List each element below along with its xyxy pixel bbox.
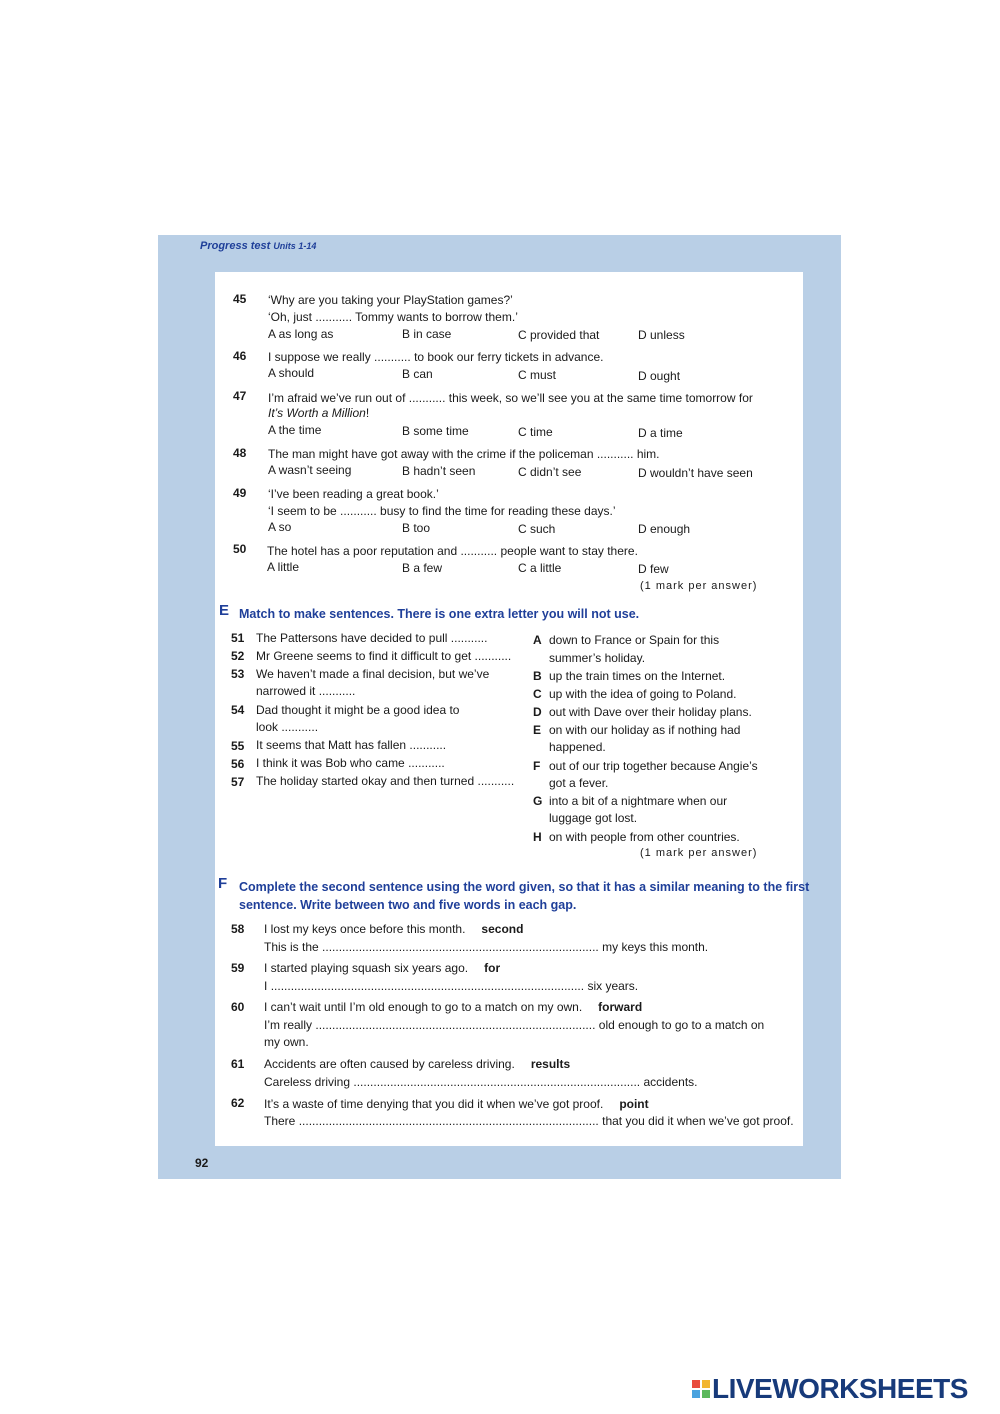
question-text: The man might have got away with the crime if the policeman ........... him. xyxy=(268,447,660,461)
line-start: Careless driving xyxy=(264,1075,351,1089)
section-f-title: sentence. Write between two and five words in each gap. xyxy=(239,898,577,912)
question-number: 50 xyxy=(233,542,247,556)
sentence: Accidents are often caused by careless driving. xyxy=(264,1057,515,1071)
punctuation: ! xyxy=(365,406,370,420)
logo-blocks-icon xyxy=(692,1380,710,1398)
match-option-text: out with Dave over their holiday plans. xyxy=(549,705,752,719)
answer-option[interactable]: A wasn’t seeing xyxy=(268,463,352,477)
section-e-title: Match to make sentences. There is one extra letter you will not use. xyxy=(239,607,640,621)
match-option-text: up with the idea of going to Poland. xyxy=(549,687,737,701)
answer-gap[interactable]: .......................................................................................... xyxy=(298,1114,599,1128)
match-option-text: got a fever. xyxy=(549,776,609,790)
match-item-text: look ........... xyxy=(256,720,319,734)
line-start: There xyxy=(264,1114,296,1128)
question-number: 60 xyxy=(231,1000,245,1014)
answer-option[interactable]: B can xyxy=(402,367,433,381)
match-option-text: happened. xyxy=(549,740,606,754)
match-item-text: Mr Greene seems to find it difficult to get ........... xyxy=(256,649,512,663)
match-item-text: The holiday started okay and then turned ........... xyxy=(256,774,515,788)
header-title: Progress test xyxy=(200,240,271,252)
match-option-letter: D xyxy=(533,705,542,719)
keyword: for xyxy=(484,961,501,975)
rewrite-line xyxy=(264,939,708,956)
rewrite-line xyxy=(264,1017,764,1034)
keyword: results xyxy=(530,1057,571,1071)
question-number: 62 xyxy=(231,1096,245,1110)
answer-option[interactable]: C time xyxy=(518,425,553,439)
match-item-number: 52 xyxy=(231,649,245,663)
line-end: accidents. xyxy=(643,1075,698,1089)
answer-option[interactable]: C such xyxy=(518,522,556,536)
question-text xyxy=(264,921,523,938)
line-start: I’m really xyxy=(264,1018,313,1032)
keyword: forward xyxy=(598,1000,643,1014)
keyword: point xyxy=(619,1097,649,1111)
match-item-number: 54 xyxy=(231,703,245,717)
liveworksheets-logo xyxy=(692,1375,968,1403)
sentence: It’s a waste of time denying that you did it when we’ve got proof. xyxy=(264,1097,604,1111)
match-option-text: into a bit of a nightmare when our xyxy=(549,794,728,808)
match-option-letter: B xyxy=(533,669,542,683)
match-item-number: 57 xyxy=(231,775,245,789)
match-item-text: I think it was Bob who came ........... xyxy=(256,756,445,770)
match-item-number: 51 xyxy=(231,631,245,645)
answer-option[interactable]: B hadn’t seen xyxy=(402,464,476,478)
answer-option[interactable]: A as long as xyxy=(268,327,334,341)
match-item-number: 53 xyxy=(231,667,245,681)
mark-note: (1 mark per answer) xyxy=(640,580,758,592)
question-number: 58 xyxy=(231,922,245,936)
rewrite-line xyxy=(264,1113,794,1130)
question-number: 49 xyxy=(233,486,247,500)
section-f-title: Complete the second sentence using the word given, so that it has a similar meaning to the first xyxy=(239,880,810,894)
rewrite-line-continued: my own. xyxy=(264,1035,309,1049)
answer-option[interactable]: B too xyxy=(402,521,431,535)
question-number: 59 xyxy=(231,961,245,975)
answer-option[interactable]: A the time xyxy=(268,423,322,437)
answer-option[interactable]: D few xyxy=(638,562,669,576)
sentence: I started playing squash six years ago. xyxy=(264,961,469,975)
match-option-letter: G xyxy=(533,794,543,808)
question-text: I’m afraid we’ve run out of ........... this week, so we’ll see you at the same time tomorrow for xyxy=(268,391,753,405)
section-e-letter: E xyxy=(219,602,230,619)
question-text: ‘I seem to be ........... busy to find the time for reading these days.’ xyxy=(268,504,616,518)
answer-option[interactable]: C didn’t see xyxy=(518,465,582,479)
answer-option[interactable]: A little xyxy=(267,560,300,574)
match-option-letter: H xyxy=(533,830,542,844)
match-option-letter: E xyxy=(533,723,542,737)
sentence: I lost my keys once before this month. xyxy=(264,922,466,936)
match-item-text: The Pattersons have decided to pull ........... xyxy=(256,631,488,645)
question-number: 61 xyxy=(231,1057,245,1071)
answer-gap[interactable]: .................................................................................... xyxy=(315,1018,596,1032)
line-end: old enough to go to a match on xyxy=(598,1018,765,1032)
page-number: 92 xyxy=(195,1156,209,1170)
answer-option[interactable]: B a few xyxy=(402,561,443,575)
match-item-text: narrowed it ........... xyxy=(256,684,356,698)
answer-option[interactable]: D ought xyxy=(638,369,681,383)
question-number: 47 xyxy=(233,389,247,403)
answer-option[interactable]: D a time xyxy=(638,426,683,440)
match-item-text: It seems that Matt has fallen ........... xyxy=(256,738,447,752)
sentence: I can’t wait until I’m old enough to go to a match on my own. xyxy=(264,1000,583,1014)
answer-option[interactable]: C provided that xyxy=(518,328,600,342)
answer-gap[interactable]: ................................................................................... xyxy=(322,940,599,954)
question-number: 45 xyxy=(233,292,247,306)
match-option-text: up the train times on the Internet. xyxy=(549,669,726,683)
line-end: my keys this month. xyxy=(602,940,709,954)
rewrite-line xyxy=(264,978,638,995)
match-option-text: down to France or Spain for this xyxy=(549,633,720,647)
question-text-italic xyxy=(268,405,369,422)
line-start: I xyxy=(264,979,268,993)
answer-option[interactable]: B some time xyxy=(402,424,469,438)
match-item-number: 55 xyxy=(231,739,245,753)
page-header xyxy=(200,240,316,252)
section-f-letter: F xyxy=(218,875,228,892)
match-option-letter: A xyxy=(533,633,542,647)
question-text: ‘I’ve been reading a great book.’ xyxy=(268,487,439,501)
answer-option[interactable]: D unless xyxy=(638,328,685,342)
question-number: 48 xyxy=(233,446,247,460)
match-option-text: on with our holiday as if nothing had xyxy=(549,723,741,737)
question-text xyxy=(264,960,500,977)
match-option-letter: F xyxy=(533,759,541,773)
mark-note: (1 mark per answer) xyxy=(640,847,758,859)
question-text: ‘Why are you taking your PlayStation games?’ xyxy=(268,293,513,307)
header-units: Units 1-14 xyxy=(273,241,317,251)
answer-option[interactable]: A should xyxy=(268,366,315,380)
answer-option[interactable]: C a little xyxy=(518,561,562,575)
question-text: The hotel has a poor reputation and ........... people want to stay there. xyxy=(267,544,638,558)
match-option-text: on with people from other countries. xyxy=(549,830,740,844)
answer-option[interactable]: D enough xyxy=(638,522,691,536)
line-end: six years. xyxy=(587,979,639,993)
match-option-text: summer’s holiday. xyxy=(549,651,646,665)
question-text: ‘Oh, just ........... Tommy wants to borrow them.’ xyxy=(268,310,518,324)
line-end: that you did it when we’ve got proof. xyxy=(602,1114,794,1128)
programme-title: It’s Worth a Million xyxy=(268,406,366,420)
question-text: I suppose we really ........... to book our ferry tickets in advance. xyxy=(268,350,604,364)
question-text xyxy=(264,999,642,1016)
question-number: 46 xyxy=(233,349,247,363)
match-item-text: Dad thought it might be a good idea to xyxy=(256,703,460,717)
match-item-number: 56 xyxy=(231,757,245,771)
match-item-text: We haven’t made a final decision, but we’ve xyxy=(256,667,490,681)
answer-gap[interactable]: .............................................................................................. xyxy=(270,979,585,993)
match-option-text: out of our trip together because Angie’s xyxy=(549,759,758,773)
logo-text: LIVEWORKSHEETS xyxy=(712,1373,968,1404)
answer-option[interactable]: A so xyxy=(268,520,292,534)
match-option-letter: C xyxy=(533,687,542,701)
rewrite-line xyxy=(264,1074,698,1091)
question-text xyxy=(264,1056,570,1073)
answer-option[interactable]: C must xyxy=(518,368,557,382)
question-text xyxy=(264,1096,649,1113)
line-start: This is the xyxy=(264,940,319,954)
keyword: second xyxy=(481,922,524,936)
answer-gap[interactable]: ...................................................................................... xyxy=(353,1075,641,1089)
match-option-text: luggage got lost. xyxy=(549,811,638,825)
answer-option[interactable]: D wouldn’t have seen xyxy=(638,466,753,480)
answer-option[interactable]: B in case xyxy=(402,327,452,341)
